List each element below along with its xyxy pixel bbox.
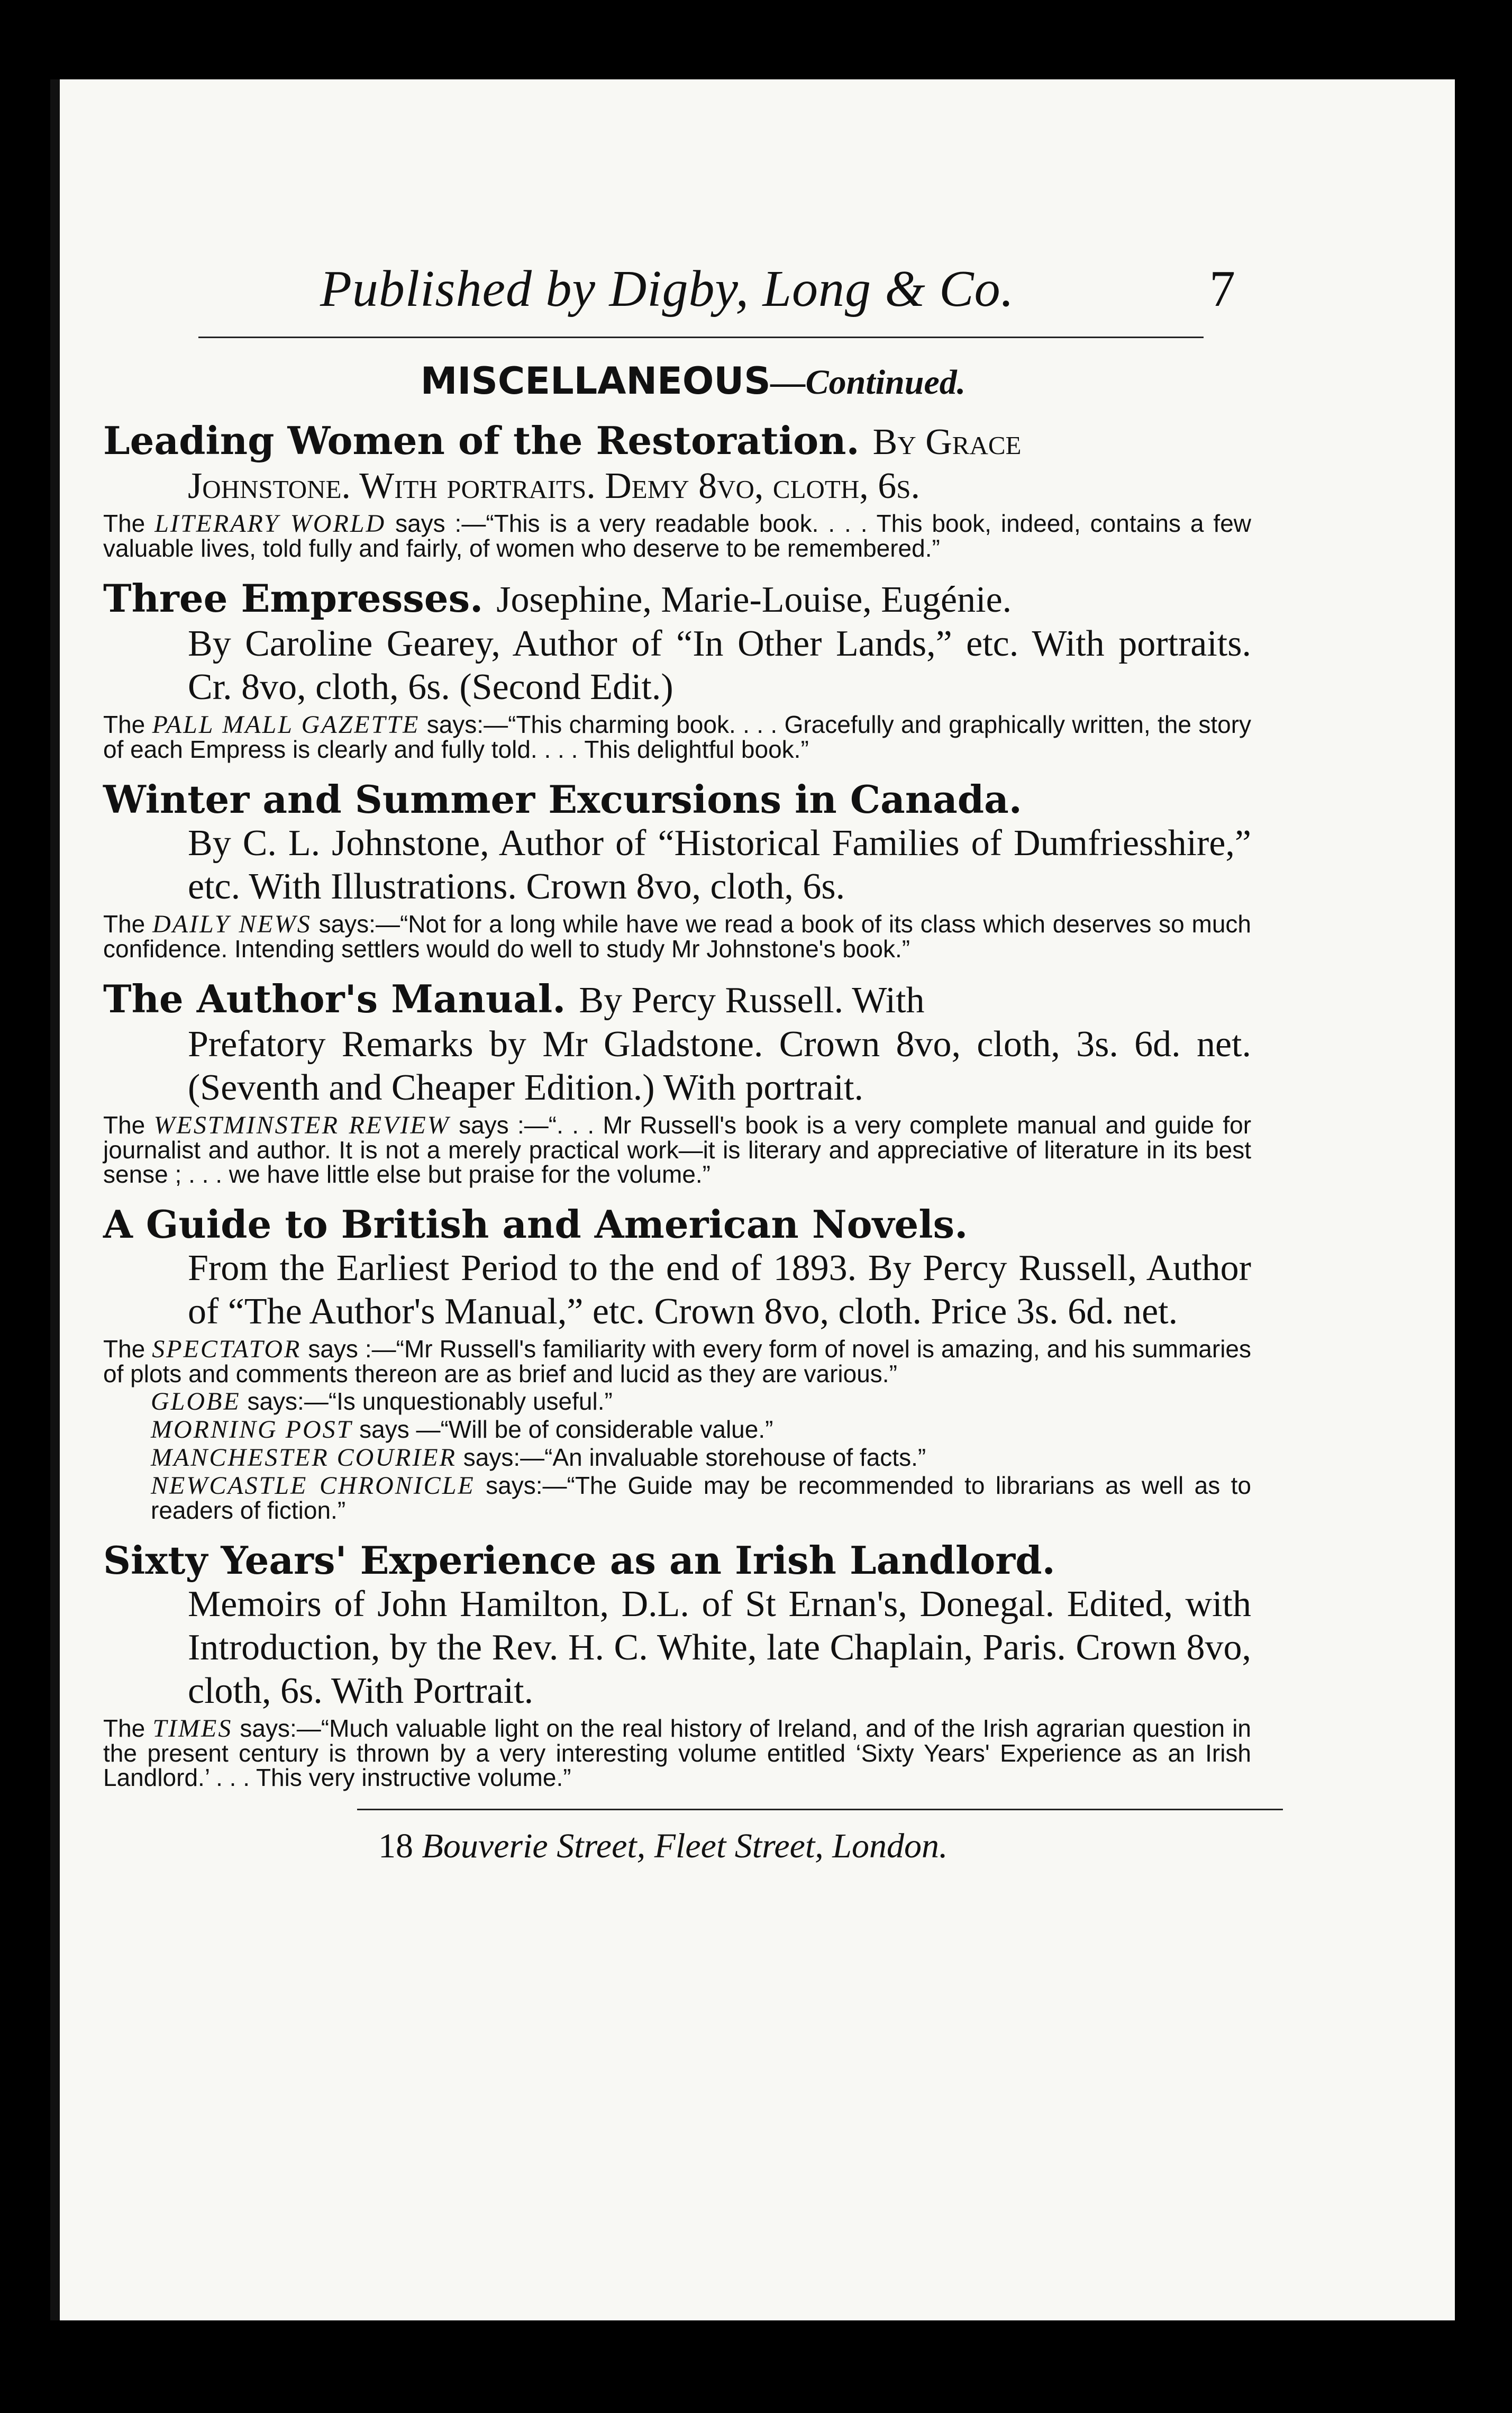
book-entry [103, 1538, 1251, 1790]
entry-title: Winter and Summer Excursions in Canada. [103, 777, 1022, 822]
review-source: WESTMINSTER REVIEW [153, 1111, 450, 1139]
review-text: says :—“Mr Russell's familiarity with every form of novel is amazing, and his summaries of plots and comments thereon are as brief and lucid as they are various.” [103, 1335, 1252, 1387]
review-quote [103, 1337, 1251, 1386]
footer-number: 18 [378, 1827, 413, 1865]
entry-title: The Author's Manual. [103, 976, 566, 1021]
book-entry [103, 977, 1251, 1186]
footer-address [378, 1826, 1251, 1866]
review-text: says :—“. . . Mr Russell's book is a very complete manual and guide for journalist and author. It is not a merely practical work—it is literary and appreciative of literature in its best sense ; . . . we have little else but praise for the volume.” [103, 1111, 1252, 1188]
review-source: GLOBE [151, 1387, 241, 1416]
review-prefix: The [103, 510, 145, 537]
entry-description: By Caroline Gearey, Author of “In Other Lands,” etc. With portraits. Cr. 8vo, cloth, 6s. (Second Edit.) [188, 623, 1251, 707]
review-source: TIMES [152, 1714, 233, 1743]
review-prefix: The [103, 1714, 145, 1742]
book-entry [103, 419, 1251, 560]
header-rule [198, 337, 1204, 338]
review-source: MANCHESTER COURIER [151, 1444, 457, 1472]
review-quote [103, 511, 1251, 560]
review-prefix: The [103, 1335, 145, 1363]
entry-description: Prefatory Remarks by Mr Gladstone. Crown 8vo, cloth, 3s. 6d. net. (Seventh and Cheaper Edition.) With portrait. [188, 1024, 1251, 1108]
footer-street: Bouverie Street, Fleet Street, London. [422, 1827, 948, 1865]
review-text: says :—“This is a very readable book. . . . This book, indeed, contains a few valuable lives, told fully and fairly, of women who deserve to be remembered.” [103, 510, 1252, 562]
entry-description: Memoirs of John Hamilton, D.L. of St Ernan's, Donegal. Edited, with Introduction, by the Rev. H. C. White, late Chaplain, Paris. Crown 8vo, cloth, 6s. With Portrait. [188, 1584, 1251, 1711]
book-entry [103, 777, 1251, 961]
entry-heading [103, 576, 1251, 622]
review-quote [103, 1417, 1251, 1442]
review-text: says:—“An invaluable storehouse of facts.” [463, 1444, 926, 1471]
review-text: says:—“This charming book. . . . Gracefully and graphically written, the story of each Empress is clearly and fully told. . . . This delightful book.” [103, 711, 1252, 763]
review-prefix: The [103, 711, 145, 738]
review-source: DAILY NEWS [152, 910, 312, 938]
book-page [50, 79, 1455, 2320]
review-quote [103, 1445, 1251, 1470]
review-text: says:—“Much valuable light on the real history of Ireland, and of the Irish agrarian question in the present century is thrown by a very interesting volume entitled ‘Sixty Years' Experience as an Irish Landlord.’ . . . This very instructive volume.” [103, 1714, 1251, 1791]
entry-description: Johnstone. With portraits. Demy 8vo, cloth, 6s. [188, 466, 920, 506]
section-title-text: MISCELLANEOUS [420, 359, 771, 403]
binding-shadow [50, 79, 60, 2320]
entry-byline: By Grace [872, 422, 1022, 462]
review-source: SPECTATOR [152, 1335, 302, 1363]
entry-title: A Guide to British and American Novels. [103, 1202, 968, 1247]
section-continued: —Continued. [770, 363, 966, 402]
review-prefix: The [103, 910, 145, 938]
entry-heading [103, 977, 1251, 1023]
entry-heading [103, 1538, 1251, 1583]
review-prefix: The [103, 1111, 145, 1139]
entry-title: Sixty Years' Experience as an Irish Landlord. [103, 1538, 1055, 1583]
review-text: says:—“The Guide may be recommended to librarians as well as to readers of fiction.” [151, 1472, 1252, 1524]
entry-description: From the Earliest Period to the end of 1893. By Percy Russell, Author of “The Author's Manual,” etc. Crown 8vo, cloth. Price 3s. 6d. net. [188, 1248, 1251, 1332]
entry-byline: By Percy Russell. With [579, 980, 925, 1021]
entry-heading [103, 419, 1251, 465]
book-entry [103, 576, 1251, 761]
review-source: MORNING POST [151, 1416, 353, 1444]
review-source: LITERARY WORLD [154, 510, 386, 538]
review-quote [103, 712, 1251, 761]
entry-heading [103, 1202, 1251, 1247]
publisher-line: Published by Digby, Long & Co. [320, 260, 1015, 318]
entry-byline: Josephine, Marie-Louise, Eugénie. [496, 579, 1012, 620]
review-text: says:—“Not for a long while have we read a book of its class which deserves so much confidence. Intending settlers would do well to study Mr Johnstone's book.” [103, 910, 1252, 963]
entry-title: Leading Women of the Restoration. [103, 418, 860, 463]
footer-rule [357, 1809, 1283, 1810]
review-text: says —“Will be of considerable value.” [359, 1416, 773, 1443]
review-quote [103, 1473, 1251, 1522]
review-text: says:—“Is unquestionably useful.” [247, 1387, 613, 1415]
review-source: PALL MALL GAZETTE [152, 711, 420, 739]
review-quote [103, 912, 1251, 961]
review-quote [103, 1113, 1251, 1186]
entry-title: Three Empresses. [103, 576, 484, 621]
review-quote [103, 1389, 1251, 1414]
page-number: 7 [1209, 260, 1235, 318]
running-head [262, 259, 1251, 318]
page-content [103, 259, 1251, 1866]
entry-heading [103, 777, 1251, 822]
review-quote [103, 1716, 1251, 1790]
section-title [135, 359, 1251, 403]
book-entry [103, 1202, 1251, 1522]
review-source: NEWCASTLE CHRONICLE [151, 1472, 475, 1500]
entry-description: By C. L. Johnstone, Author of “Historical Families of Dumfriesshire,” etc. With Illustrations. Crown 8vo, cloth, 6s. [188, 823, 1251, 907]
